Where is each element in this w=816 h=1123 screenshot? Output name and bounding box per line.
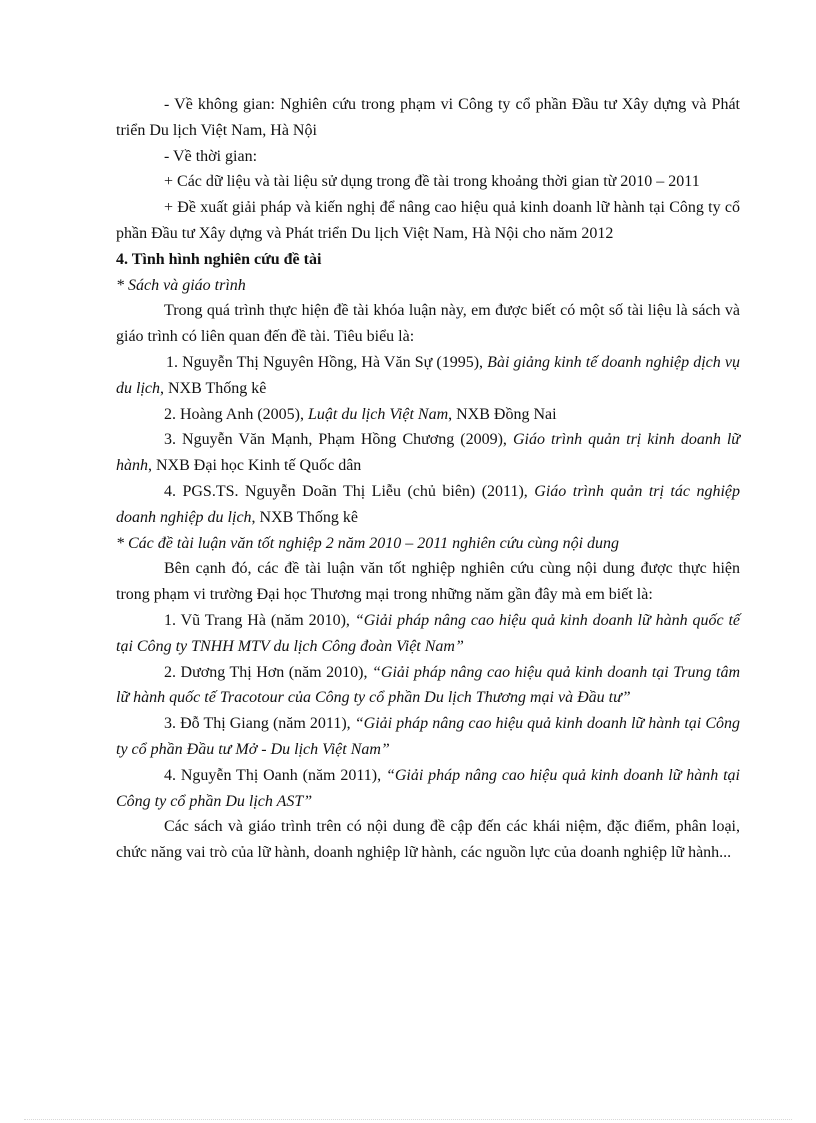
thesis-item bbox=[116, 608, 740, 660]
thesis-item-prefix: 2. Dương Thị Hơn (năm 2010), bbox=[164, 663, 373, 681]
thesis-item-prefix: 1. Vũ Trang Hà (năm 2010), bbox=[164, 611, 355, 629]
scope-time-label: - Về thời gian: bbox=[164, 147, 258, 165]
thesis-item-title: “Giải pháp nâng cao hiệu quả kinh doanh lữ hành quốc tế tại Công ty TNHH MTV du lịch Công đoàn Việt Nam” bbox=[116, 611, 740, 655]
thesis-item-title: “Giải pháp nâng cao hiệu quả kinh doanh lữ hành tại Công ty cổ phần Đầu tư Mở - Du lịch Việt Nam” bbox=[116, 715, 740, 758]
book-item bbox=[116, 479, 740, 531]
book-item bbox=[116, 350, 740, 402]
thesis-item bbox=[116, 763, 740, 815]
page-bottom-divider bbox=[24, 1119, 792, 1120]
thesis-item bbox=[116, 711, 740, 763]
thesis-item-title: “Giải pháp nâng cao hiệu quả kinh doanh tại Trung tâm lữ hành quốc tế Tracotour của Công ty cổ phần Du lịch Thương mại và Đầu tư” bbox=[116, 663, 741, 707]
scope-time-proposal-paragraph: + Đề xuất giải pháp và kiến nghị để nâng cao hiệu quả kinh doanh lữ hành tại Công ty cổ phần Đầu tư Xây dựng và Phát triển Du lịch Việt Nam, Hà Nội cho năm 2012 bbox=[116, 199, 740, 242]
section-heading: 4. Tình hình nghiên cứu đề tài bbox=[116, 250, 322, 268]
book-item-prefix: 1. Nguyễn Thị Nguyên Hồng, Hà Văn Sự (1995), bbox=[166, 353, 488, 371]
book-item-title: Luật du lịch Việt Nam bbox=[307, 405, 449, 423]
thesis-item bbox=[116, 660, 740, 712]
book-item-suffix: , NXB Đồng Nai bbox=[448, 405, 557, 423]
scope-space-paragraph: - Về không gian: Nghiên cứu trong phạm vi Công ty cổ phần Đầu tư Xây dựng và Phát triển Du lịch Việt Nam, Hà Nội bbox=[116, 96, 740, 139]
theses-intro-paragraph: Bên cạnh đó, các đề tài luận văn tốt nghiệp nghiên cứu cùng nội dung được thực hiện trong phạm vi trường Đại học Thương mại trong những năm gần đây mà em biết là: bbox=[116, 560, 740, 604]
closing-paragraph: Các sách và giáo trình trên có nội dung đề cập đến các khái niệm, đặc điểm, phân loại, chức năng vai trò của lữ hành, doanh nghiệp lữ hành, các nguồn lực của doanh nghiệp lữ hành... bbox=[116, 818, 740, 862]
book-item-suffix: , NXB Thống kê bbox=[160, 379, 267, 397]
book-item-title: Bài giảng kinh tế doanh nghiệp dịch vụ du lịch bbox=[116, 353, 740, 397]
book-item-prefix: 3. Nguyễn Văn Mạnh, Phạm Hồng Chương (2009), bbox=[164, 431, 513, 449]
book-item-title: Giáo trình quản trị kinh doanh lữ hành bbox=[116, 431, 741, 475]
thesis-item-prefix: 3. Đỗ Thị Giang (năm 2011), bbox=[164, 715, 355, 733]
book-item bbox=[116, 402, 740, 428]
books-subheading: * Sách và giáo trình bbox=[116, 276, 246, 294]
book-item-suffix: , NXB Thống kê bbox=[251, 508, 358, 526]
theses-subheading: * Các đề tài luận văn tốt nghiệp 2 năm 2010 – 2011 nghiên cứu cùng nội dung bbox=[116, 534, 620, 552]
thesis-item-title: “Giải pháp nâng cao hiệu quả kinh doanh lữ hành tại Công ty cổ phần Du lịch AST” bbox=[116, 766, 740, 810]
books-intro-paragraph: Trong quá trình thực hiện đề tài khóa luận này, em được biết có một số tài liệu là sách và giáo trình có liên quan đến đề tài. Tiêu biểu là: bbox=[116, 302, 740, 346]
book-item-suffix: , NXB Đại học Kinh tế Quốc dân bbox=[148, 457, 362, 475]
book-item-prefix: 4. PGS.TS. Nguyễn Doãn Thị Liễu (chủ biên) (2011), bbox=[164, 482, 535, 500]
book-item bbox=[116, 427, 740, 479]
document-page bbox=[116, 92, 740, 866]
book-item-title: Giáo trình quản trị tác nghiệp doanh nghiệp du lịch bbox=[116, 482, 741, 526]
scope-time-data-paragraph: + Các dữ liệu và tài liệu sử dụng trong đề tài trong khoảng thời gian từ 2010 – 2011 bbox=[164, 173, 700, 191]
thesis-item-prefix: 4. Nguyễn Thị Oanh (năm 2011), bbox=[164, 766, 386, 784]
book-item-prefix: 2. Hoàng Anh (2005), bbox=[164, 405, 308, 423]
